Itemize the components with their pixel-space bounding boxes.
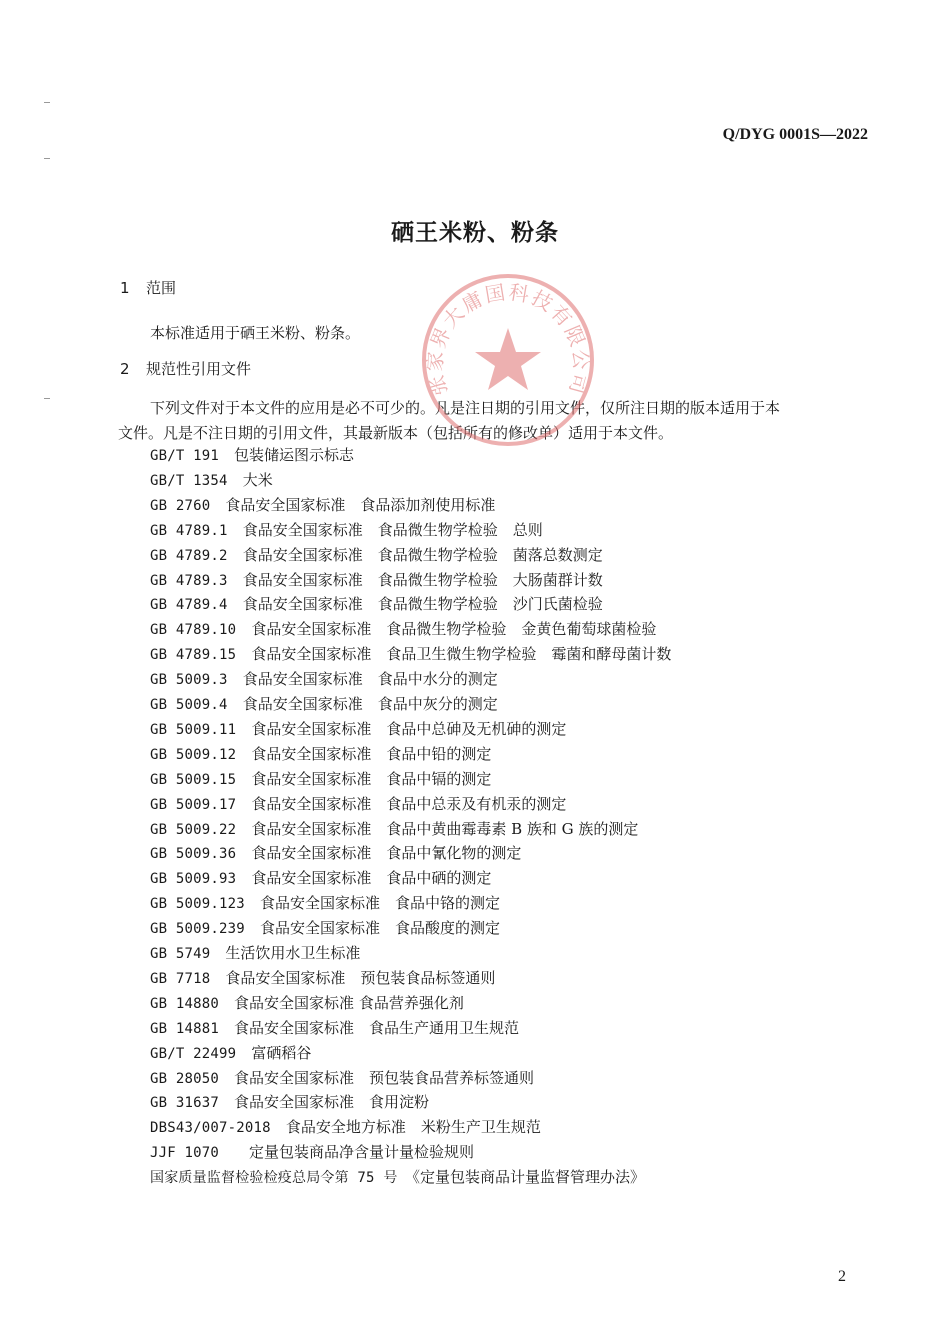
reference-item: [150, 1042, 311, 1063]
reference-code: GB 2760: [150, 497, 211, 514]
reference-title: 食品安全国家标准 食品中氰化物的测定: [251, 844, 522, 863]
reference-item: [150, 494, 495, 515]
reference-code: GB 5009.17: [150, 796, 237, 813]
reference-code: DBS43/007-2018: [150, 1120, 271, 1137]
reference-item: [150, 1141, 474, 1162]
reference-code: GB 31637: [150, 1095, 220, 1112]
reference-code: GB 5009.15: [150, 771, 237, 788]
reference-title: 食品安全国家标准 食品添加剂使用标准: [225, 495, 496, 514]
reference-code: GB 4789.3: [150, 572, 228, 589]
reference-item: [150, 1116, 541, 1137]
reference-code: GB 28050: [150, 1070, 220, 1087]
section-1-body: 本标准适用于硒王米粉、粉条。: [150, 324, 361, 342]
reference-title: 包装储运图示标志: [234, 446, 355, 464]
reference-code: GB 5749: [150, 946, 211, 962]
reference-title: 食品安全国家标准 食品中灰分的测定: [242, 695, 498, 713]
reference-title: 食品安全国家标准 食品中总汞及有机汞的测定: [251, 794, 567, 813]
section-2-body-line1: 下列文件对于本文件的应用是必不可少的。凡是注日期的引用文件，仅所注日期的版本适用于本: [150, 399, 781, 417]
reference-item: [150, 519, 543, 540]
reference-item: [150, 469, 273, 490]
reference-title: 大米: [242, 470, 273, 489]
reference-item: [150, 718, 566, 739]
reference-item: [150, 892, 500, 913]
reference-code: GB 5009.11: [150, 721, 237, 738]
reference-code: GB 4789.15: [150, 647, 237, 664]
section-number: 2: [120, 360, 130, 378]
reference-item: [150, 768, 491, 789]
reference-code: GB 5009.93: [150, 871, 237, 888]
reference-code: GB 5009.22: [150, 821, 237, 838]
reference-title: 定量包装商品净含量计量检验规则: [234, 1143, 475, 1162]
reference-item: [150, 1091, 429, 1112]
reference-code: GB 5009.123: [150, 896, 245, 913]
reference-item: [150, 668, 498, 689]
reference-title: 食品安全国家标准 食品微生物学检验 大肠菌群计数: [242, 570, 603, 589]
reference-item: [150, 1067, 534, 1088]
page-number: 2: [838, 1268, 846, 1285]
reference-code: GB 5009.36: [150, 846, 237, 863]
section-1-heading: [120, 277, 176, 298]
reference-item: [150, 618, 656, 639]
reference-title: 生活饮用水卫生标准: [225, 944, 361, 962]
reference-title: 食品安全国家标准 食品卫生微生物学检验 霉菌和酵母菌计数: [251, 645, 672, 664]
reference-code: JJF 1070: [150, 1145, 220, 1162]
reference-item: [150, 643, 671, 664]
section-2-heading: [120, 358, 251, 379]
reference-title: 食品安全国家标准 食品中铅的测定: [251, 744, 492, 763]
section-number: 1: [120, 279, 130, 297]
reference-item: [150, 818, 638, 839]
reference-title: 食品安全国家标准 食品中镉的测定: [251, 769, 492, 788]
reference-title: 富硒稻谷: [251, 1043, 312, 1062]
reference-title: 食品安全国家标准 食品中水分的测定: [242, 670, 498, 689]
reference-code: GB 14880: [150, 995, 220, 1012]
reference-code: GB 5009.239: [150, 921, 245, 938]
reference-title: 食品安全国家标准 食品中硒的测定: [251, 869, 492, 888]
reference-title: 食品安全国家标准 食品酸度的测定: [259, 919, 500, 938]
reference-code: GB/T 191: [150, 448, 220, 464]
company-seal: [418, 270, 598, 450]
reference-code: GB 14881: [150, 1020, 220, 1037]
reference-title: 食品安全国家标准 食品微生物学检验 金黄色葡萄球菌检验: [251, 620, 657, 639]
document-title: 硒王米粉、粉条: [391, 220, 559, 246]
reference-title: 食品安全国家标准 食品中铬的测定: [259, 894, 500, 913]
reference-item: [150, 917, 500, 938]
reference-title: 食品安全国家标准 食品中黄曲霉毒素 B 族和 G 族的测定: [251, 819, 639, 838]
reference-title: 食品安全国家标准 预包装食品营养标签通则: [234, 1068, 535, 1087]
reference-code: GB 4789.1: [150, 522, 228, 539]
margin-mark: [44, 398, 50, 399]
reference-item: [150, 867, 491, 888]
section-title: 范围: [146, 279, 177, 297]
reference-title: 食品安全国家标准 食用淀粉: [234, 1093, 430, 1112]
margin-mark: [44, 102, 50, 103]
reference-item: [150, 967, 495, 988]
margin-mark: [44, 158, 50, 159]
reference-item: [150, 942, 360, 963]
reference-item: [150, 569, 603, 590]
reference-title: 《定量包装商品计量监督管理办法》: [412, 1168, 646, 1187]
reference-item: [150, 842, 521, 863]
reference-title: 食品安全地方标准 米粉生产卫生规范: [285, 1118, 541, 1137]
reference-title: 食品安全国家标准 食品营养强化剂: [234, 993, 464, 1012]
reference-title: 食品安全国家标准 食品微生物学检验 菌落总数测定: [242, 545, 603, 564]
reference-item: [150, 593, 603, 614]
reference-title: 食品安全国家标准 预包装食品标签通则: [225, 968, 496, 987]
reference-code: GB 5009.4: [150, 697, 228, 713]
reference-title: 食品安全国家标准 食品中总砷及无机砷的测定: [251, 719, 567, 738]
reference-item: [150, 544, 603, 565]
section-title: 规范性引用文件: [146, 360, 252, 378]
svg-text:张家界大庸国科技有限公司: 张家界大庸国科技有限公司: [422, 279, 594, 399]
reference-code: GB 4789.10: [150, 622, 237, 639]
reference-code: GB 7718: [150, 970, 211, 987]
reference-code: GB 5009.3: [150, 672, 228, 689]
reference-code: GB 4789.2: [150, 547, 228, 564]
section-2-body-line2: 文件。凡是不注日期的引用文件，其最新版本（包括所有的修改单）适用于本文件。: [118, 424, 674, 442]
reference-code: GB 5009.12: [150, 746, 237, 763]
reference-item: [150, 992, 464, 1013]
reference-title: 食品安全国家标准 食品生产通用卫生规范: [234, 1018, 520, 1037]
reference-item: [150, 1166, 645, 1187]
reference-item: [150, 444, 354, 465]
reference-item: [150, 1017, 519, 1038]
reference-title: 食品安全国家标准 食品微生物学检验 沙门氏菌检验: [242, 595, 603, 614]
document-code: Q/DYG 0001S—2022: [722, 126, 868, 143]
reference-item: [150, 793, 566, 814]
reference-code: GB 4789.4: [150, 597, 228, 614]
reference-title: 食品安全国家标准 食品微生物学检验 总则: [242, 520, 543, 539]
reference-item: [150, 693, 498, 714]
reference-code: GB/T 22499: [150, 1045, 237, 1062]
reference-code: 国家质量监督检验检疫总局令第 75 号: [150, 1170, 398, 1187]
reference-code: GB/T 1354: [150, 472, 228, 489]
reference-item: [150, 743, 491, 764]
